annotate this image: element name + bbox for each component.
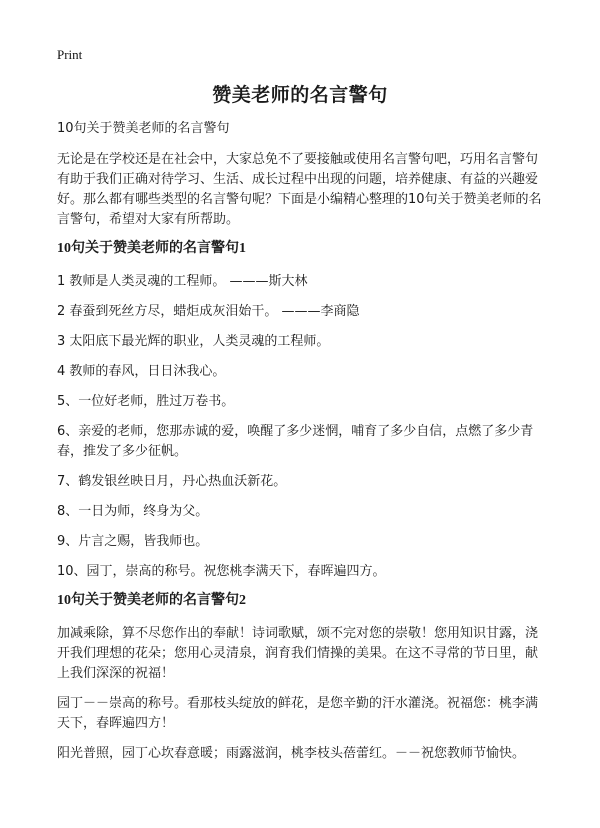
- quote-item: 4 教师的春风，日日沐我心。: [57, 364, 226, 379]
- blessing-paragraph: 园丁－－崇高的称号。看那枝头绽放的鲜花，是您辛勤的汗水灌浇。祝福您：桃李满天下，春晖遍四方！: [57, 696, 539, 731]
- quote-item: 7、鹤发银丝映日月，丹心热血沃新花。: [57, 474, 287, 489]
- quote-item: 10、园丁，崇高的称号。祝您桃李满天下，春晖遍四方。: [57, 564, 386, 579]
- page-title: 赞美老师的名言警句: [212, 84, 388, 106]
- quote-item: 9、片言之赐，皆我师也。: [57, 534, 209, 549]
- quote-item: 2 春蚕到死丝方尽，蜡炬成灰泪始干。 ———李商隐: [57, 304, 360, 319]
- quote-item: 6、亲爱的老师，您那赤诚的爱，唤醒了多少迷惘，哺育了多少自信，点燃了多少青春，推发了多少征帆。: [57, 424, 534, 459]
- intro-paragraph: 无论是在学校还是在社会中，大家总免不了要接触或使用名言警句吧，巧用名言警句有助于我们正确对待学习、生活、成长过程中出现的问题，培养健康、有益的兴趣爱好。那么都有哪些类型的名言警句呢？下面是小编精心整理的10句关于赞美老师的名言警句，希望对大家有所帮助。: [57, 152, 542, 227]
- quote-item: 8、一日为师，终身为父。: [57, 504, 209, 519]
- quote-item: 5、一位好老师，胜过万卷书。: [57, 394, 235, 409]
- section-heading-1: 10句关于赞美老师的名言警句1: [57, 241, 246, 256]
- blessing-paragraph: 加减乘除，算不尽您作出的奉献！诗词歌赋，颂不完对您的崇敬！您用知识甘露，浇开我们理想的花朵；您用心灵清泉，润育我们情操的美果。在这不寻常的节日里，献上我们深深的祝福！: [57, 626, 539, 681]
- article-body: [57, 120, 547, 774]
- print-link[interactable]: Print: [57, 47, 83, 62]
- section-heading-2: 10句关于赞美老师的名言警句2: [57, 593, 246, 608]
- article-subtitle: 10句关于赞美老师的名言警句: [57, 121, 230, 136]
- quote-item: 1 教师是人类灵魂的工程师。 ———斯大林: [57, 274, 308, 289]
- blessing-paragraph: 阳光普照，园丁心坎春意暖；雨露滋润，桃李枝头蓓蕾红。－－祝您教师节愉快。: [57, 746, 526, 761]
- quote-item: 3 太阳底下最光辉的职业，人类灵魂的工程师。: [57, 334, 330, 349]
